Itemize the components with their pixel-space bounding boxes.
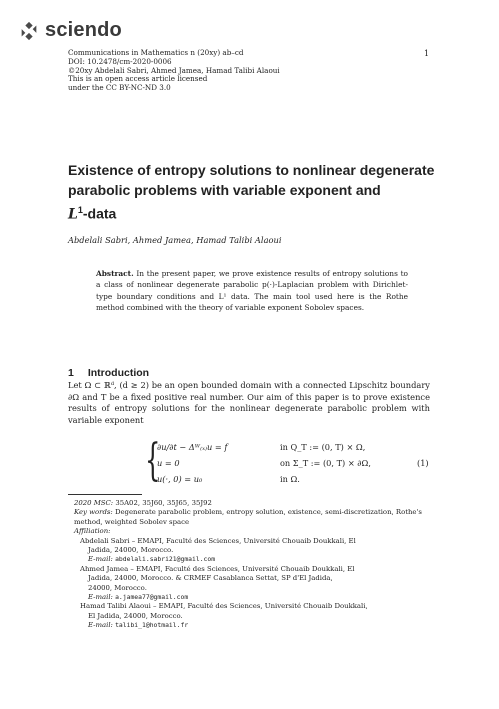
license-line-1: This is an open access article licensed <box>68 74 208 84</box>
email-2-line: E-mail: a.jamea77@gmail.com <box>88 593 189 602</box>
footnote <box>68 499 430 631</box>
equation-system <box>145 435 435 490</box>
author-list: Abdelali Sabri, Ahmed Jamea, Hamad Talibi Alaoui <box>68 235 282 245</box>
section-number: 1 <box>68 367 74 379</box>
footnote-rule <box>68 494 142 495</box>
affiliation-2b: Jadida, 24000, Morocco. & CRMEF Casablanca Settat, SP d'El Jadida, <box>88 574 333 583</box>
abstract-text: In the present paper, we prove existence results of entropy solutions to a class of nonlinear degenerate parabolic p(·)-Laplacian problem with Dirichlet-type boundary conditions and L¹ data. The main tool used here is the Rothe method combined with the theory of variable exponent Sobolev spaces. <box>96 269 408 313</box>
sciendo-logo-icon <box>18 20 40 42</box>
affiliation-label: Affiliation: <box>74 527 111 536</box>
keywords-line: Key words: Degenerate parabolic problem, entropy solution, existence, semi-discretization, Rothe's method, weighted Sobolev space <box>74 508 422 526</box>
email-1-link[interactable]: abdelali.sabri21@gmail.com <box>115 555 216 564</box>
email-2-link[interactable]: a.jamea77@gmail.com <box>115 593 189 602</box>
logo-text: sciendo <box>45 19 122 41</box>
sciendo-logo <box>18 19 122 42</box>
abstract-label: Abstract. <box>96 269 134 278</box>
section-title: Introduction <box>87 367 150 379</box>
affiliation-1b: Jadida, 24000, Morocco. <box>88 546 174 555</box>
equation-brace: { <box>145 435 161 486</box>
msc-line: 2020 MSC: 35A02, 35J60, 35J65, 35J92 <box>74 499 212 507</box>
email-1-line: E-mail: abdelali.sabri21@gmail.com <box>88 555 216 564</box>
intro-paragraph: Let Ω ⊂ ℝᵈ, (d ≥ 2) be an open bounded domain with a connected Lipschitz boundary ∂Ω and T be a fixed positive real number. Our aim of this paper is to prove existence results of entropy solutions for the nonlinear degenerate parabolic problem with variable exponent <box>68 380 430 426</box>
section-heading <box>68 367 149 379</box>
affiliation-2c: 24000, Morocco. <box>88 583 147 592</box>
title-line-2: parabolic problems with variable exponent and <box>68 182 381 198</box>
equation-number: (1) <box>417 458 429 468</box>
article-metadata <box>68 49 280 93</box>
abstract <box>96 268 408 314</box>
equation-row-1: ∂u/∂t − Δᵂ₍ₓ₎u = f <box>157 442 228 452</box>
paper-title <box>68 160 438 225</box>
affiliation-2: Ahmed Jamea – EMAPI, Faculté des Sciences, Université Chouaib Doukkali, El <box>80 564 355 573</box>
email-3-line: E-mail: talibi_1@hotmail.fr <box>88 621 189 630</box>
copyright-line: ©20xy Abdelali Sabri, Ahmed Jamea, Hamad Talibi Alaoui <box>68 65 280 75</box>
doi-line: DOI: 10.2478/cm-2020-0006 <box>68 56 172 66</box>
equation-cond-2: on Σ_T := (0, T) × ∂Ω, <box>280 458 371 468</box>
affiliation-3b: El Jadida, 24000, Morocco. <box>88 611 183 620</box>
email-3-link[interactable]: talibi_1@hotmail.fr <box>115 621 189 630</box>
equation-cond-1: in Q_T := (0, T) × Ω, <box>280 442 366 452</box>
affiliation-1: Abdelali Sabri – EMAPI, Faculté des Sciences, Université Chouaib Doukkali, El <box>80 536 356 545</box>
title-line-1: Existence of entropy solutions to nonlinear degenerate <box>68 162 435 178</box>
journal-line: Communications in Mathematics n (20xy) ab–cd <box>68 48 244 57</box>
title-line-3: $L^1$-data <box>68 205 117 223</box>
page-number: 1 <box>424 49 430 58</box>
equation-row-3: u(·, 0) = u₀ <box>157 474 203 484</box>
equation-cond-3: in Ω. <box>280 474 300 484</box>
license-line-2: under the CC BY-NC-ND 3.0 <box>68 83 171 93</box>
equation-row-2: u = 0 <box>157 458 180 468</box>
affiliation-3: Hamad Talibi Alaoui – EMAPI, Faculté des Sciences, Université Chouaib Doukkali, <box>80 602 368 611</box>
